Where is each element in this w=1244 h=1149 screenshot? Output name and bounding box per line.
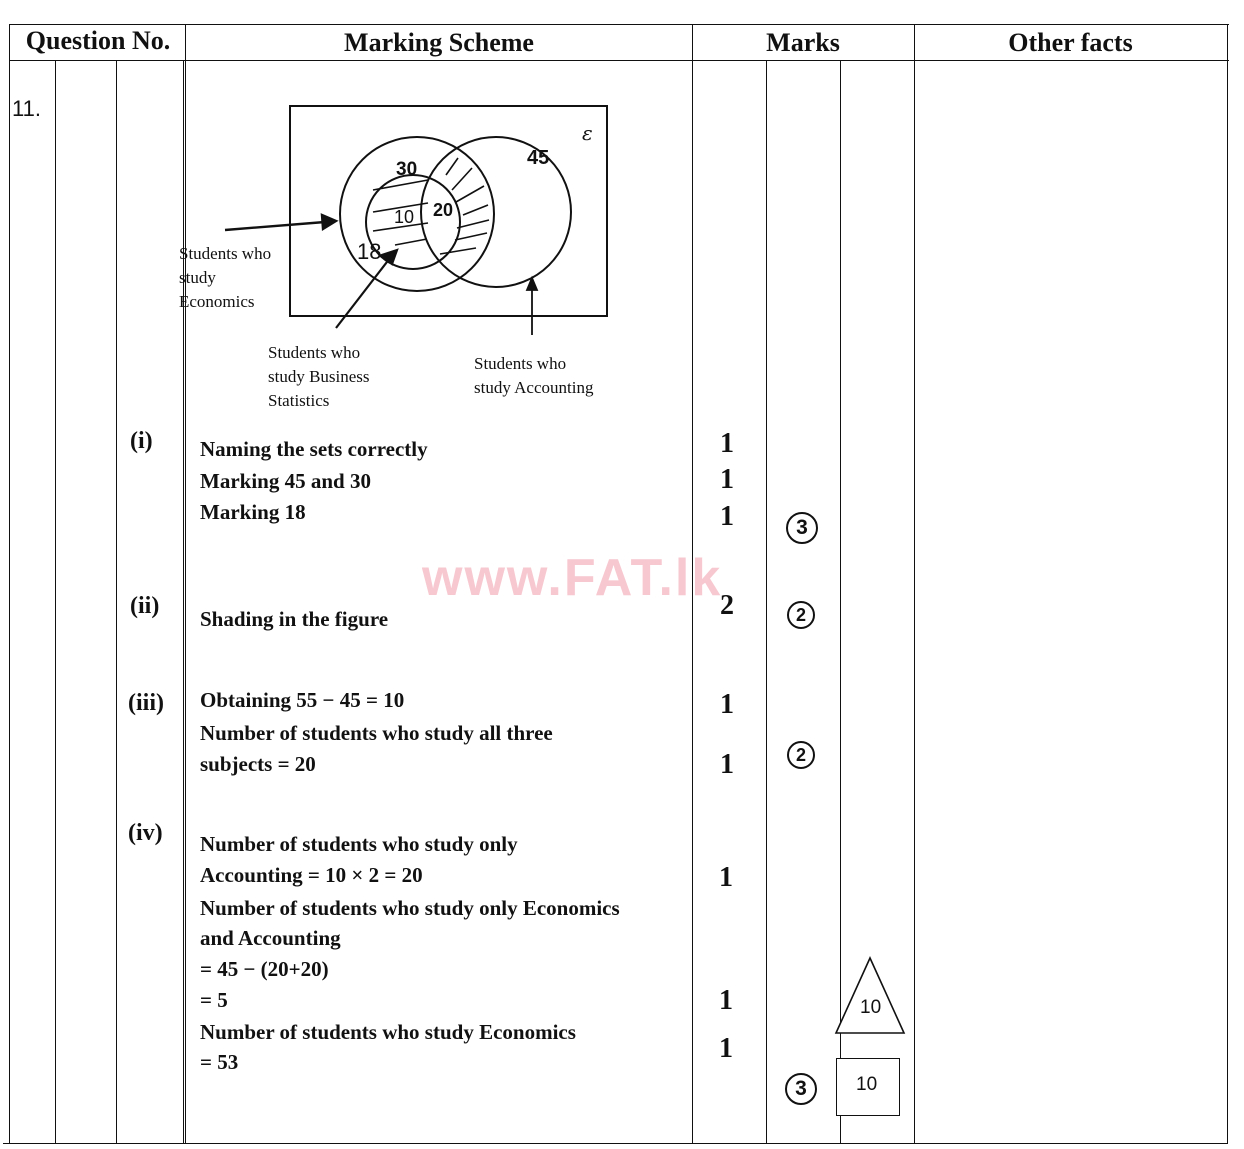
part-label-ii: (ii) (130, 593, 160, 619)
subtotal-circle: 2 (787, 741, 815, 769)
mark-value: 1 (720, 428, 734, 459)
scheme-line: Number of students who study Economics (200, 1020, 576, 1044)
part-label-i: (i) (130, 428, 153, 454)
header-divider (10, 60, 1229, 61)
scheme-line: Naming the sets correctly (200, 437, 428, 461)
qno-subcol-2 (116, 60, 117, 1144)
mark-value: 1 (720, 464, 734, 495)
arrow-economics (225, 215, 336, 230)
header-question-no: Question No. (25, 26, 171, 55)
subtotal-circle: 3 (785, 1073, 817, 1105)
label-accounting (474, 352, 593, 400)
arrow-accounting (527, 278, 537, 335)
label-business-line: study Business (268, 367, 370, 386)
scheme-line: Marking 18 (200, 500, 306, 524)
header-other-facts: Other facts (1008, 28, 1133, 57)
marks-other-divider (914, 24, 915, 1144)
subtotal-circle: 3 (786, 512, 818, 544)
label-economics-line: Economics (179, 292, 255, 311)
mark-value: 1 (720, 749, 734, 780)
scheme-line: and Accounting (200, 926, 341, 950)
scheme-line: Shading in the figure (200, 607, 389, 631)
label-economics-line: Students who (179, 244, 272, 263)
total-box-value: 10 (856, 1074, 878, 1095)
scheme-line: Accounting = 10 × 2 = 20 (200, 863, 423, 887)
mark-value: 1 (719, 985, 733, 1016)
header-marks: Marks (766, 28, 840, 57)
total-triangle-icon (834, 956, 906, 1036)
scheme-line: Obtaining 55 − 45 = 10 (200, 688, 405, 712)
venn-value-20: 20 (433, 200, 454, 220)
scheme-line: Number of students who study all three (200, 721, 553, 745)
scheme-line: subjects = 20 (200, 752, 316, 776)
mark-value: 1 (720, 501, 734, 532)
label-economics-line: study (179, 268, 216, 287)
venn-value-30: 30 (396, 159, 418, 180)
scheme-line: Number of students who study only Economics (200, 896, 620, 920)
scheme-line: = 53 (200, 1050, 239, 1074)
label-economics (179, 242, 271, 314)
subtotal-circle: 2 (787, 601, 815, 629)
scheme-line: Marking 45 and 30 (200, 469, 371, 493)
venn-value-18: 18 (357, 239, 382, 264)
universal-symbol: ε (582, 121, 593, 145)
label-accounting-line: Students who (474, 354, 567, 373)
qno-subcol-1 (55, 60, 56, 1144)
scheme-line: Number of students who study only (200, 832, 518, 856)
mark-value: 1 (719, 1033, 733, 1064)
label-business-statistics (268, 341, 370, 413)
mark-value: 2 (720, 590, 734, 621)
scheme-line: = 5 (200, 988, 228, 1012)
label-accounting-line: study Accounting (474, 378, 594, 397)
total-triangle-value: 10 (860, 997, 882, 1018)
table-top-border (10, 24, 1229, 25)
label-business-line: Statistics (268, 391, 330, 410)
header-marking-scheme: Marking Scheme (344, 28, 534, 57)
table-right-border (1227, 24, 1228, 1144)
scheme-line: = 45 − (20+20) (200, 957, 329, 981)
question-number: 11. (12, 96, 41, 121)
part-label-iv: (iv) (128, 820, 163, 846)
mark-value: 1 (719, 862, 733, 893)
table-bottom-border (3, 1143, 1228, 1144)
marks-subcol-1 (766, 60, 767, 1144)
table-left-border (9, 24, 10, 1144)
venn-value-45: 45 (527, 147, 550, 169)
label-business-line: Students who (268, 343, 361, 362)
venn-value-10: 10 (394, 207, 415, 227)
watermark: www.FAT.lk (422, 549, 723, 607)
part-label-iii: (iii) (128, 690, 164, 716)
mark-value: 1 (720, 689, 734, 720)
